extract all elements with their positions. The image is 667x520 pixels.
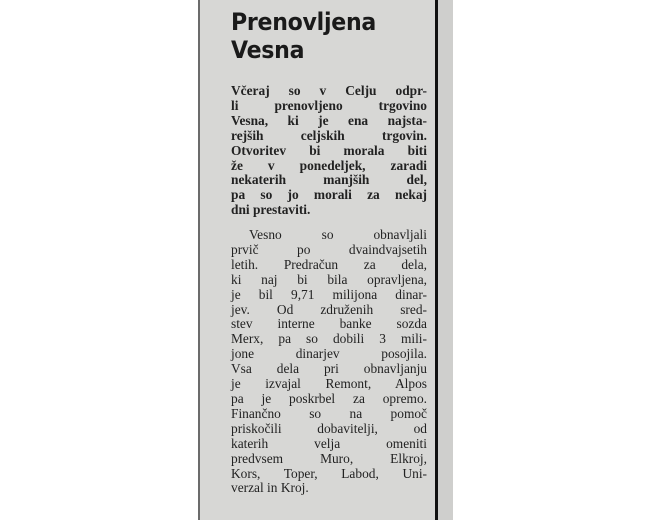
body-line: Kors, Toper, Labod, Uni- [231, 465, 427, 481]
newspaper-clipping [198, 0, 453, 520]
body-line: jone dinarjev posojila. [231, 346, 427, 362]
adjacent-column-strip [438, 0, 453, 520]
lead-line: pa so jo morali za nekaj [231, 187, 427, 203]
lead-line: Vesna, ki je ena najsta- [231, 112, 427, 128]
body-line: Finančno so na pomoč [231, 405, 427, 421]
headline-line: Prenovljena [231, 8, 377, 36]
body-line: je bil 9,71 milijona dinar- [231, 286, 427, 302]
body-line: verzal in Kroj. [231, 480, 309, 496]
body-line: Merx, pa so dobili 3 mili- [231, 331, 427, 347]
clipping-edge [198, 0, 200, 520]
body-line: letih. Predračun za dela, [231, 256, 427, 272]
lead-line: rejših celjskih trgovin. [231, 127, 427, 143]
lead-line: Včeraj so v Celju odpr- [231, 83, 427, 98]
body-line: stev interne banke sozda [231, 316, 427, 332]
lead-line: nekaterih manjših del, [231, 172, 427, 188]
headline-line: Vesna [231, 36, 305, 64]
lead-line: dni prestaviti. [231, 202, 311, 218]
article-lead [231, 84, 427, 218]
lead-line: že v ponedeljek, zaradi [231, 157, 427, 173]
body-line: priskočili dobavitelji, od [231, 420, 427, 436]
article-body [231, 228, 427, 496]
lead-line: li prenovljeno trgovino [231, 97, 427, 113]
body-line: je izvajal Remont, Alpos [231, 376, 427, 392]
body-line: Vesno so obnavljali [249, 227, 427, 242]
article-headline [231, 8, 420, 64]
body-line: pa je poskrbel za opremo. [231, 390, 427, 406]
body-line: predvsem Muro, Elkroj, [231, 450, 427, 466]
lead-line: Otvoritev bi morala biti [231, 142, 427, 158]
body-line: jev. Od združenih sred- [231, 301, 427, 317]
body-line: katerih velja omeniti [231, 435, 427, 451]
body-line: Vsa dela pri obnavljanju [231, 361, 427, 377]
body-line: ki naj bi bila opravljena, [231, 271, 427, 287]
body-line: prvič po dvaindvajsetih [231, 241, 427, 257]
